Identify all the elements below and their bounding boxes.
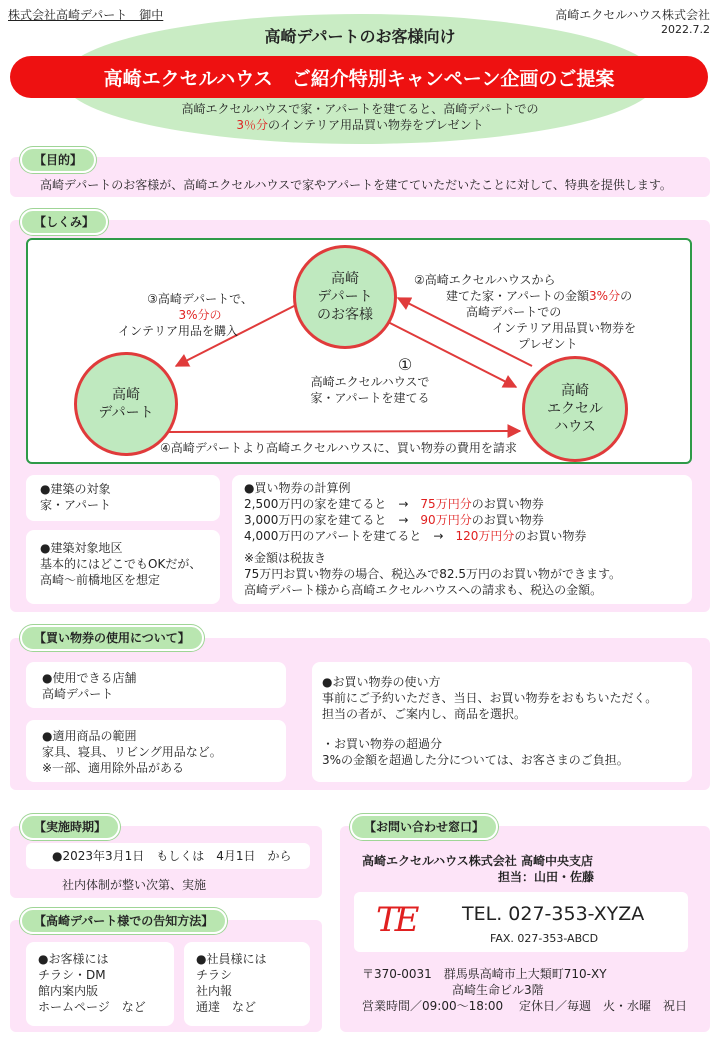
node-excel-house bbox=[522, 356, 628, 462]
calc-example-2-post: のお買い物券 bbox=[471, 513, 544, 527]
period-note: 社内体制が整い次第、実施 bbox=[62, 878, 207, 892]
products-box bbox=[26, 720, 286, 782]
step-4-label: ④高崎デパートより高崎エクセルハウスに、買い物券の費用を請求 bbox=[160, 441, 517, 455]
howto-line-2: 担当の者が、ご案内し、商品を選択。 bbox=[322, 707, 527, 721]
mechanism-tab: 【しくみ】 bbox=[20, 209, 108, 235]
step-2-percent: 3%分 bbox=[589, 289, 621, 303]
step-2-line-5: プレゼント bbox=[518, 337, 578, 351]
lead-percent: 3％分 bbox=[236, 118, 269, 132]
calc-example-3-post: のお買い物券 bbox=[514, 529, 587, 543]
notice-staff-content bbox=[196, 951, 266, 1015]
node-customer-line-3: のお客様 bbox=[317, 307, 373, 323]
calc-note-1: ※金額は税抜き bbox=[244, 551, 327, 565]
period-date-box bbox=[26, 843, 310, 869]
target-value: 家・アパート bbox=[40, 498, 112, 512]
step-1-number: ① bbox=[397, 355, 413, 374]
step-3-label bbox=[78, 291, 278, 339]
step-2-line-2-pre: 建てた家・アパートの金額 bbox=[446, 289, 590, 303]
purpose-text: 高崎デパートのお客様が、高崎エクセルハウスで家やアパートを建てていただいたことに対して、特典を提供します。 bbox=[40, 178, 672, 192]
node-customer-line-1: 高崎 bbox=[331, 271, 359, 287]
period-date-line: ●2023年3月1日 もしくは 4月1日 から bbox=[52, 849, 292, 863]
calc-example-1-post: のお買い物券 bbox=[471, 497, 544, 511]
calc-box bbox=[232, 475, 692, 604]
node-department-line-1: 高崎 bbox=[112, 387, 140, 403]
howto-title: ●お買い物券の使い方 bbox=[322, 675, 441, 689]
step-1-label bbox=[300, 356, 440, 406]
contact-tab: 【お問い合わせ窓口】 bbox=[350, 814, 498, 840]
step-2-line-4: インテリア用品買い物券を bbox=[492, 321, 637, 335]
howto-content bbox=[322, 674, 657, 768]
notice-staff-line-1: チラシ bbox=[196, 968, 233, 982]
node-excel-line-2: エクセル bbox=[547, 401, 603, 417]
store-title: ●使用できる店舗 bbox=[42, 671, 137, 685]
products-line-1: 家具、寝具、リビング用品など。 bbox=[42, 745, 222, 759]
period-tab: 【実施時期】 bbox=[20, 814, 120, 840]
step-3-line-3: インテリア用品を購入 bbox=[117, 324, 238, 338]
notice-customers-line-2: 館内案内版 bbox=[38, 984, 99, 998]
calc-example-3-amount: 120万円分 bbox=[455, 529, 515, 543]
products-line-2: ※一部、適用除外品がある bbox=[42, 761, 185, 775]
notice-customers-line-3: ホームページ など bbox=[38, 1000, 146, 1014]
contact-phone-box bbox=[354, 892, 688, 952]
calc-example-1-pre: 2,500万円の家を建てると → bbox=[244, 497, 421, 511]
contact-fax: FAX. 027-353-ABCD bbox=[490, 932, 599, 945]
node-customer-line-2: デパート bbox=[317, 289, 373, 305]
notice-staff-line-2: 社内報 bbox=[196, 984, 233, 998]
target-box bbox=[26, 475, 220, 521]
notice-customers-line-1: チラシ・DM bbox=[38, 968, 106, 982]
store-box bbox=[26, 662, 286, 708]
area-box bbox=[26, 530, 220, 604]
calc-example-1 bbox=[244, 496, 621, 512]
calc-note-3: 高崎デパート様から高崎エクセルハウスへの請求も、税込の金額。 bbox=[244, 583, 603, 597]
addressee-text: 株式会社高崎デパート 御中 bbox=[8, 8, 164, 22]
contact-company: 高崎エクセルハウス株式会社 高崎中央支店 bbox=[362, 854, 593, 868]
node-department-line-2: デパート bbox=[98, 405, 154, 421]
notice-staff-line-3: 通達 など bbox=[196, 1000, 257, 1014]
contact-tel[interactable]: TEL. 027-353-XYZA bbox=[462, 903, 645, 925]
notice-staff-title: ●社員様には bbox=[196, 952, 267, 966]
page-subtitle: 高崎デパートのお客様向け bbox=[264, 27, 456, 46]
company-logo: TE bbox=[376, 900, 416, 940]
products-title: ●適用商品の範囲 bbox=[42, 729, 137, 743]
notice-customers-box bbox=[26, 942, 174, 1026]
step-1-line-1: 高崎エクセルハウスで bbox=[310, 375, 430, 389]
contact-address-1: 〒370-0031 群馬県高崎市上大類町710-XY bbox=[362, 967, 607, 981]
contact-address bbox=[362, 966, 687, 1014]
notice-tab: 【高崎デパート様での告知方法】 bbox=[20, 908, 227, 934]
step-3-percent: 3%分の bbox=[178, 308, 222, 322]
lead-line-2-rest: のインテリア用品買い物券をプレゼント bbox=[268, 118, 484, 132]
step-2-line-2-post: の bbox=[620, 289, 633, 303]
sender: 高崎エクセルハウス株式会社 bbox=[555, 8, 710, 22]
over-title: ・お買い物券の超過分 bbox=[322, 737, 443, 751]
over-text: 3%の金額を超過した分については、お客さまのご負担。 bbox=[322, 753, 629, 767]
contact-address-2: 高崎生命ビル3階 bbox=[452, 983, 544, 997]
arrow-step-4 bbox=[168, 431, 520, 432]
document-date: 2022.7.2 bbox=[661, 23, 710, 36]
notice-customers-title: ●お客様には bbox=[38, 952, 109, 966]
node-customer bbox=[293, 245, 397, 349]
notice-staff-box bbox=[184, 942, 310, 1026]
target-title: ●建築の対象 bbox=[40, 482, 111, 496]
calc-content bbox=[244, 480, 621, 598]
calc-example-1-amount: 75万円分 bbox=[420, 497, 472, 511]
calc-example-2 bbox=[244, 512, 621, 528]
step-2-line-1: ②高崎エクセルハウスから bbox=[414, 273, 556, 287]
contact-person: 担当：山田・佐藤 bbox=[498, 870, 595, 884]
calc-example-2-amount: 90万円分 bbox=[420, 513, 472, 527]
usage-tab: 【買い物券の使用について】 bbox=[20, 625, 204, 651]
calc-example-3-pre: 4,000万円のアパートを建てると → bbox=[244, 529, 456, 543]
node-excel-line-1: 高崎 bbox=[561, 383, 589, 399]
notice-customers-content bbox=[38, 951, 146, 1015]
step-2-line-3: 高崎デパートでの bbox=[466, 305, 562, 319]
contact-hours: 営業時間／09:00～18:00 定休日／毎週 火・水曜 祝日 bbox=[362, 999, 687, 1013]
lead-line-1: 高崎エクセルハウスで家・アパートを建てると、高崎デパートでの bbox=[181, 102, 539, 116]
node-excel-line-3: ハウス bbox=[554, 419, 596, 435]
banner-title: 高崎エクセルハウス ご紹介特別キャンペーン企画のご提案 bbox=[103, 67, 615, 90]
step-1-line-2: 家・アパートを建てる bbox=[310, 391, 430, 405]
howto-line-1: 事前にご予約いただき、当日、お買い物券をおもちいただく。 bbox=[322, 691, 658, 705]
area-title: ●建築対象地区 bbox=[40, 541, 123, 555]
store-value: 高崎デパート bbox=[42, 687, 114, 701]
calc-example-3 bbox=[244, 528, 621, 544]
step-2-line-2 bbox=[414, 288, 654, 304]
step-2-label bbox=[414, 272, 654, 352]
howto-box bbox=[312, 662, 692, 782]
calc-example-2-pre: 3,000万円の家を建てると → bbox=[244, 513, 421, 527]
area-line-1: 基本的にはどこでもOKだが、 bbox=[40, 557, 202, 571]
step-3-line-1: ③高崎デパートで、 bbox=[147, 292, 253, 306]
purpose-tab: 【目的】 bbox=[20, 147, 96, 173]
calc-note-2: 75万円お買い物券の場合、税込みで82.5万円のお買い物ができます。 bbox=[244, 567, 622, 581]
area-line-2: 高崎～前橋地区を想定 bbox=[40, 573, 161, 587]
calc-title: ●買い物券の計算例 bbox=[244, 481, 351, 495]
